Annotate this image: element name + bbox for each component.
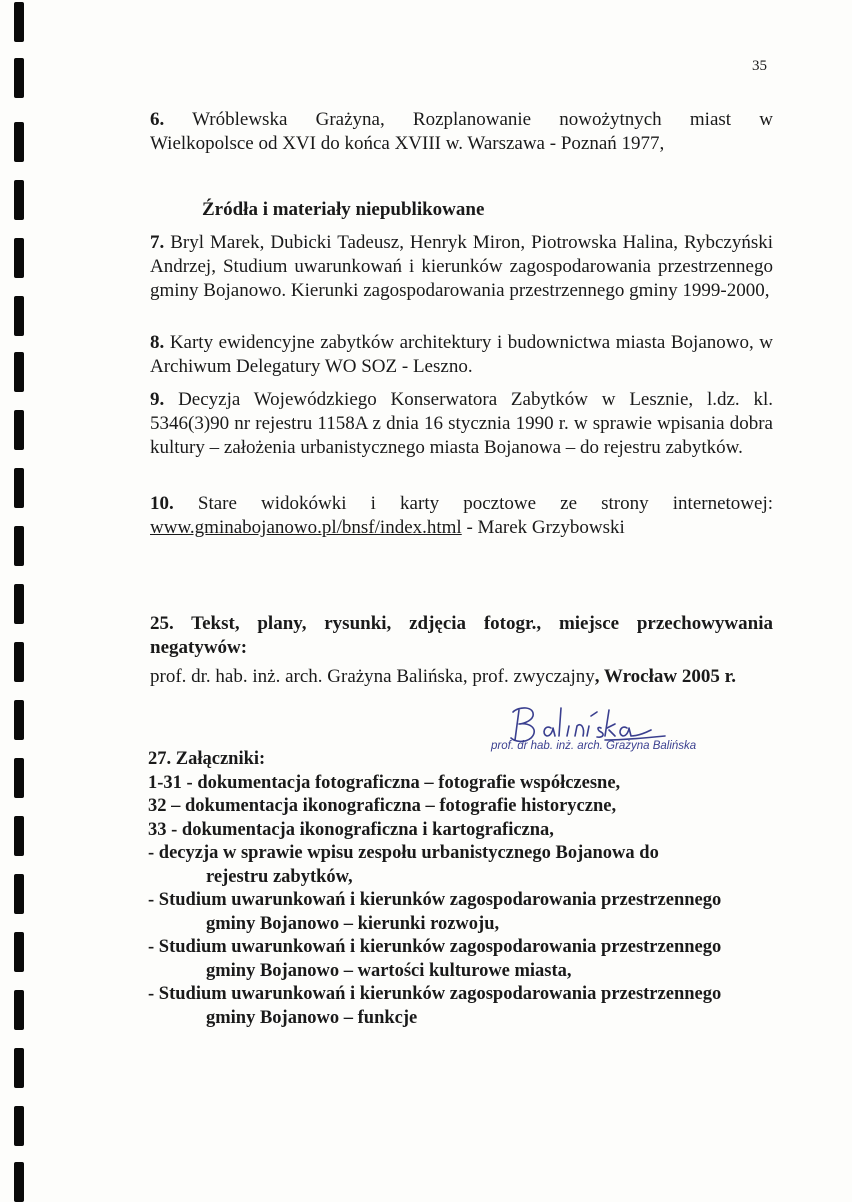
entry-10-line-1 <box>150 492 773 516</box>
binding-hole <box>14 1162 24 1202</box>
entry-text: Karty ewidencyjne zabytków architektury i budownictwa miasta Bojanowo, w Archiwum Delegatury WO SOZ - Leszno. <box>150 332 774 377</box>
binding-hole <box>14 352 24 392</box>
entry-6-line-2: Wielkopolsce od XVI do końca XVIII w. Warszawa - Poznań 1977, <box>150 133 665 154</box>
bibliography-entry-6 <box>150 108 773 156</box>
attachment-item: gminy Bojanowo – wartości kulturowe miasta, <box>206 960 572 981</box>
place-date: , Wrocław 2005 r. <box>594 666 737 687</box>
attachment-item: - Studium uwarunkowań i kierunków zagospodarowania przestrzennego <box>148 984 722 1004</box>
binding-hole <box>14 1048 24 1088</box>
attachment-item: 1-31 - dokumentacja fotograficzna – fotografie współczesne, <box>148 772 621 793</box>
attachment-item: rejestru zabytków, <box>206 866 353 887</box>
binding-hole <box>14 642 24 682</box>
binding-hole <box>14 180 24 220</box>
binding-hole <box>14 700 24 740</box>
author-name: prof. dr. hab. inż. arch. Grażyna Balińska, prof. zwyczajny <box>150 666 595 687</box>
website-link[interactable]: www.gminabojanowo.pl/bnsf/index.html <box>150 517 462 538</box>
binding-hole <box>14 526 24 566</box>
attachment-item: - Studium uwarunkowań i kierunków zagospodarowania przestrzennego <box>148 937 722 957</box>
entry-number: 6. <box>150 109 165 130</box>
attachment-item: 32 – dokumentacja ikonograficzna – fotografie historyczne, <box>148 796 617 816</box>
section-27-heading: 27. Załączniki: <box>148 749 266 769</box>
page-number: 35 <box>752 58 767 74</box>
signature-caption: prof. dr hab. inż. arch. Grażyna Balińska <box>491 740 697 752</box>
binding-hole <box>14 1106 24 1146</box>
bibliography-entry-10 <box>150 492 773 540</box>
binding-hole <box>14 584 24 624</box>
attachment-item: - Studium uwarunkowań i kierunków zagospodarowania przestrzennego <box>148 890 722 910</box>
binding-hole <box>14 816 24 856</box>
entry-text: Wróblewska Grażyna, Rozplanowanie nowożytnych miast w <box>192 109 773 130</box>
entry-suffix: - Marek Grzybowski <box>461 517 625 538</box>
entry-number: 7. <box>150 232 165 253</box>
binding-hole <box>14 122 24 162</box>
entry-text: Decyzja Wojewódzkiego Konserwatora Zabytków w Lesznie, l.dz. kl. 5346(3)90 nr rejestru 1158A z dnia 16 stycznia 1990 r. w sprawie wpisania dobra kultury – założenia urbanistycznego miasta Bojanowa – do rejestru zabytków. <box>150 389 773 458</box>
binding-holes <box>0 0 40 1199</box>
binding-hole <box>14 874 24 914</box>
entry-text: Stare widokówki i karty pocztowe ze strony internetowej: <box>197 493 774 514</box>
binding-hole <box>14 468 24 508</box>
attachment-item: gminy Bojanowo – kierunki rozwoju, <box>206 913 500 934</box>
binding-hole <box>14 296 24 336</box>
entry-6-line-1 <box>150 108 773 132</box>
binding-hole <box>14 58 24 98</box>
attachment-item: - decyzja w sprawie wpisu zespołu urbanistycznego Bojanowa do <box>148 843 659 863</box>
binding-hole <box>14 410 24 450</box>
binding-hole <box>14 932 24 972</box>
entry-number: 8. <box>150 332 165 353</box>
bibliography-entry-9 <box>150 388 773 460</box>
section-heading-unpublished-sources: Źródła i materiały niepublikowane <box>202 199 485 220</box>
binding-hole <box>14 990 24 1030</box>
entry-number: 10. <box>150 493 174 514</box>
bibliography-entry-7 <box>150 231 773 303</box>
section-25-heading: 25. Tekst, plany, rysunki, zdjęcia fotogr., miejsce przechowywania negatywów: <box>150 613 773 658</box>
section-25-author-line <box>150 665 773 689</box>
binding-hole <box>14 238 24 278</box>
section-27-attachments <box>148 748 778 1030</box>
binding-hole <box>14 2 24 42</box>
binding-hole <box>14 758 24 798</box>
entry-10-line-2 <box>150 516 773 540</box>
attachment-item: 33 - dokumentacja ikonograficzna i kartograficzna, <box>148 819 554 840</box>
bibliography-entry-8 <box>150 331 773 379</box>
entry-text: Bryl Marek, Dubicki Tadeusz, Henryk Miron, Piotrowska Halina, Rybczyński Andrzej, Studium uwarunkowań i kierunków zagospodarowania przestrzennego gminy Bojanowo. Kierunki zagospodarowania przestrzennego gminy 1999-2000, <box>150 232 773 301</box>
attachment-item: gminy Bojanowo – funkcje <box>206 1007 418 1028</box>
entry-number: 9. <box>150 389 165 410</box>
